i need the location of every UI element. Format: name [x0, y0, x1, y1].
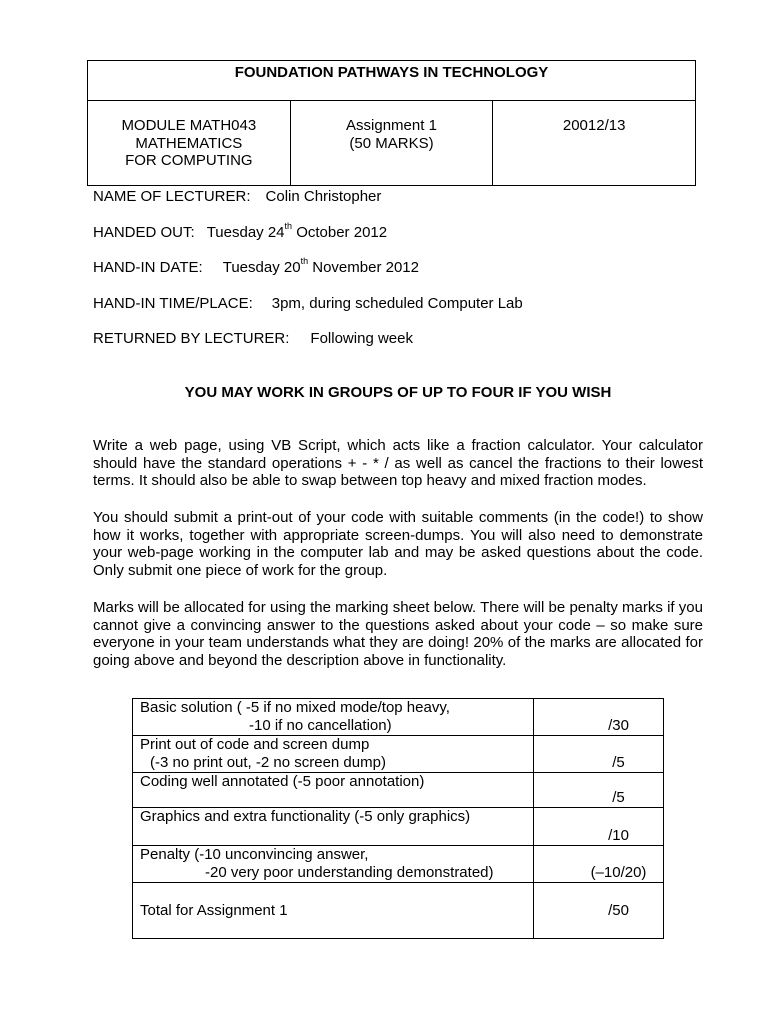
year-cell: [493, 101, 696, 186]
table-row: [133, 808, 664, 846]
handed-out-line: [93, 221, 388, 241]
criterion-total: [133, 883, 534, 939]
criterion-basic: [133, 699, 534, 736]
mark-basic: /30: [534, 699, 664, 736]
criterion-line: Coding well annotated (-5 poor annotation): [140, 773, 425, 790]
handin-place-label: HAND-IN TIME/PLACE:: [93, 295, 253, 312]
criterion-line: Print out of code and screen dump: [140, 736, 370, 753]
handed-out-rest: October 2012: [292, 224, 388, 241]
criterion-line: -10 if no cancellation): [249, 717, 392, 734]
module-name-line2: FOR COMPUTING: [125, 152, 253, 169]
handin-place-line: [93, 295, 523, 312]
criterion-annotation: [133, 773, 534, 808]
criterion-line: Penalty (-10 unconvincing answer,: [140, 846, 369, 863]
handin-date-rest: November 2012: [308, 259, 419, 276]
criterion-line: Total for Assignment 1: [140, 901, 288, 919]
returned-value: Following week: [310, 330, 413, 347]
table-row: [133, 773, 664, 808]
criterion-printout: [133, 736, 534, 773]
table-row: [133, 699, 664, 736]
handed-out-ordinal: th: [284, 221, 293, 231]
handin-place-value: 3pm, during scheduled Computer Lab: [271, 295, 523, 312]
task-paragraph: Write a web page, using VB Script, which acts like a fraction calculator. Your calculator should have the standard operations + - * / as well as cancel the fractions to their lowest terms. It should also be able to swap between top heavy and mixed fraction modes.: [93, 437, 703, 490]
academic-year: 20012/13: [562, 117, 626, 134]
criterion-line: (-3 no print out, -2 no screen dump): [150, 754, 386, 771]
mark-annotation: /5: [534, 773, 664, 808]
handed-out-label: HANDED OUT:: [93, 224, 195, 241]
table-row: [133, 736, 664, 773]
assignment-name: Assignment 1: [346, 117, 437, 134]
returned-line: [93, 330, 413, 347]
criterion-line: -20 very poor understanding demonstrated): [205, 864, 494, 881]
criterion-line: Graphics and extra functionality (-5 only graphics): [140, 808, 471, 825]
handin-date-label: HAND-IN DATE:: [93, 259, 203, 276]
assignment-cell: [290, 101, 493, 186]
table-row: [133, 883, 664, 939]
module-code: MODULE MATH043: [121, 117, 257, 134]
lecturer-line: [93, 188, 381, 205]
handin-date-day: Tuesday 20: [222, 259, 301, 276]
criterion-line: Basic solution ( -5 if no mixed mode/top heavy,: [140, 699, 450, 716]
assignment-marks: (50 MARKS): [349, 134, 434, 152]
lecturer-label: NAME OF LECTURER:: [93, 188, 251, 205]
mark-total: /50: [534, 883, 664, 939]
submission-paragraph: You should submit a print-out of your code with suitable comments (in the code!) to show how it works, together with appropriate screen-dumps. You will also need to demonstrate your web-page working in the computer lab and may be asked questions about the code. Only submit one piece of work for the group.: [93, 509, 703, 579]
header-table: [87, 60, 696, 186]
marking-sheet-table: [132, 698, 664, 939]
returned-label: RETURNED BY LECTURER:: [93, 330, 290, 347]
mark-printout: /5: [534, 736, 664, 773]
marking-paragraph: Marks will be allocated for using the marking sheet below. There will be penalty marks if you cannot give a convincing answer to the questions asked about your code – so make sure everyone in your team understands what they are doing! 20% of the marks are allocated for going above and beyond the description above in functionality.: [93, 599, 703, 669]
handin-date-line: [93, 256, 419, 276]
mark-penalty: (–10/20): [534, 846, 664, 883]
handin-date-ordinal: th: [300, 256, 309, 266]
module-cell: [88, 101, 291, 186]
lecturer-value: Colin Christopher: [265, 188, 382, 205]
module-name-line1: MATHEMATICS: [135, 134, 243, 152]
mark-graphics: /10: [534, 808, 664, 846]
groups-notice: YOU MAY WORK IN GROUPS OF UP TO FOUR IF YOU WISH: [184, 384, 612, 401]
table-row: [133, 846, 664, 883]
programme-title: FOUNDATION PATHWAYS IN TECHNOLOGY: [88, 61, 696, 101]
criterion-penalty: [133, 846, 534, 883]
handed-out-day: Tuesday 24: [206, 224, 285, 241]
criterion-graphics: [133, 808, 534, 846]
